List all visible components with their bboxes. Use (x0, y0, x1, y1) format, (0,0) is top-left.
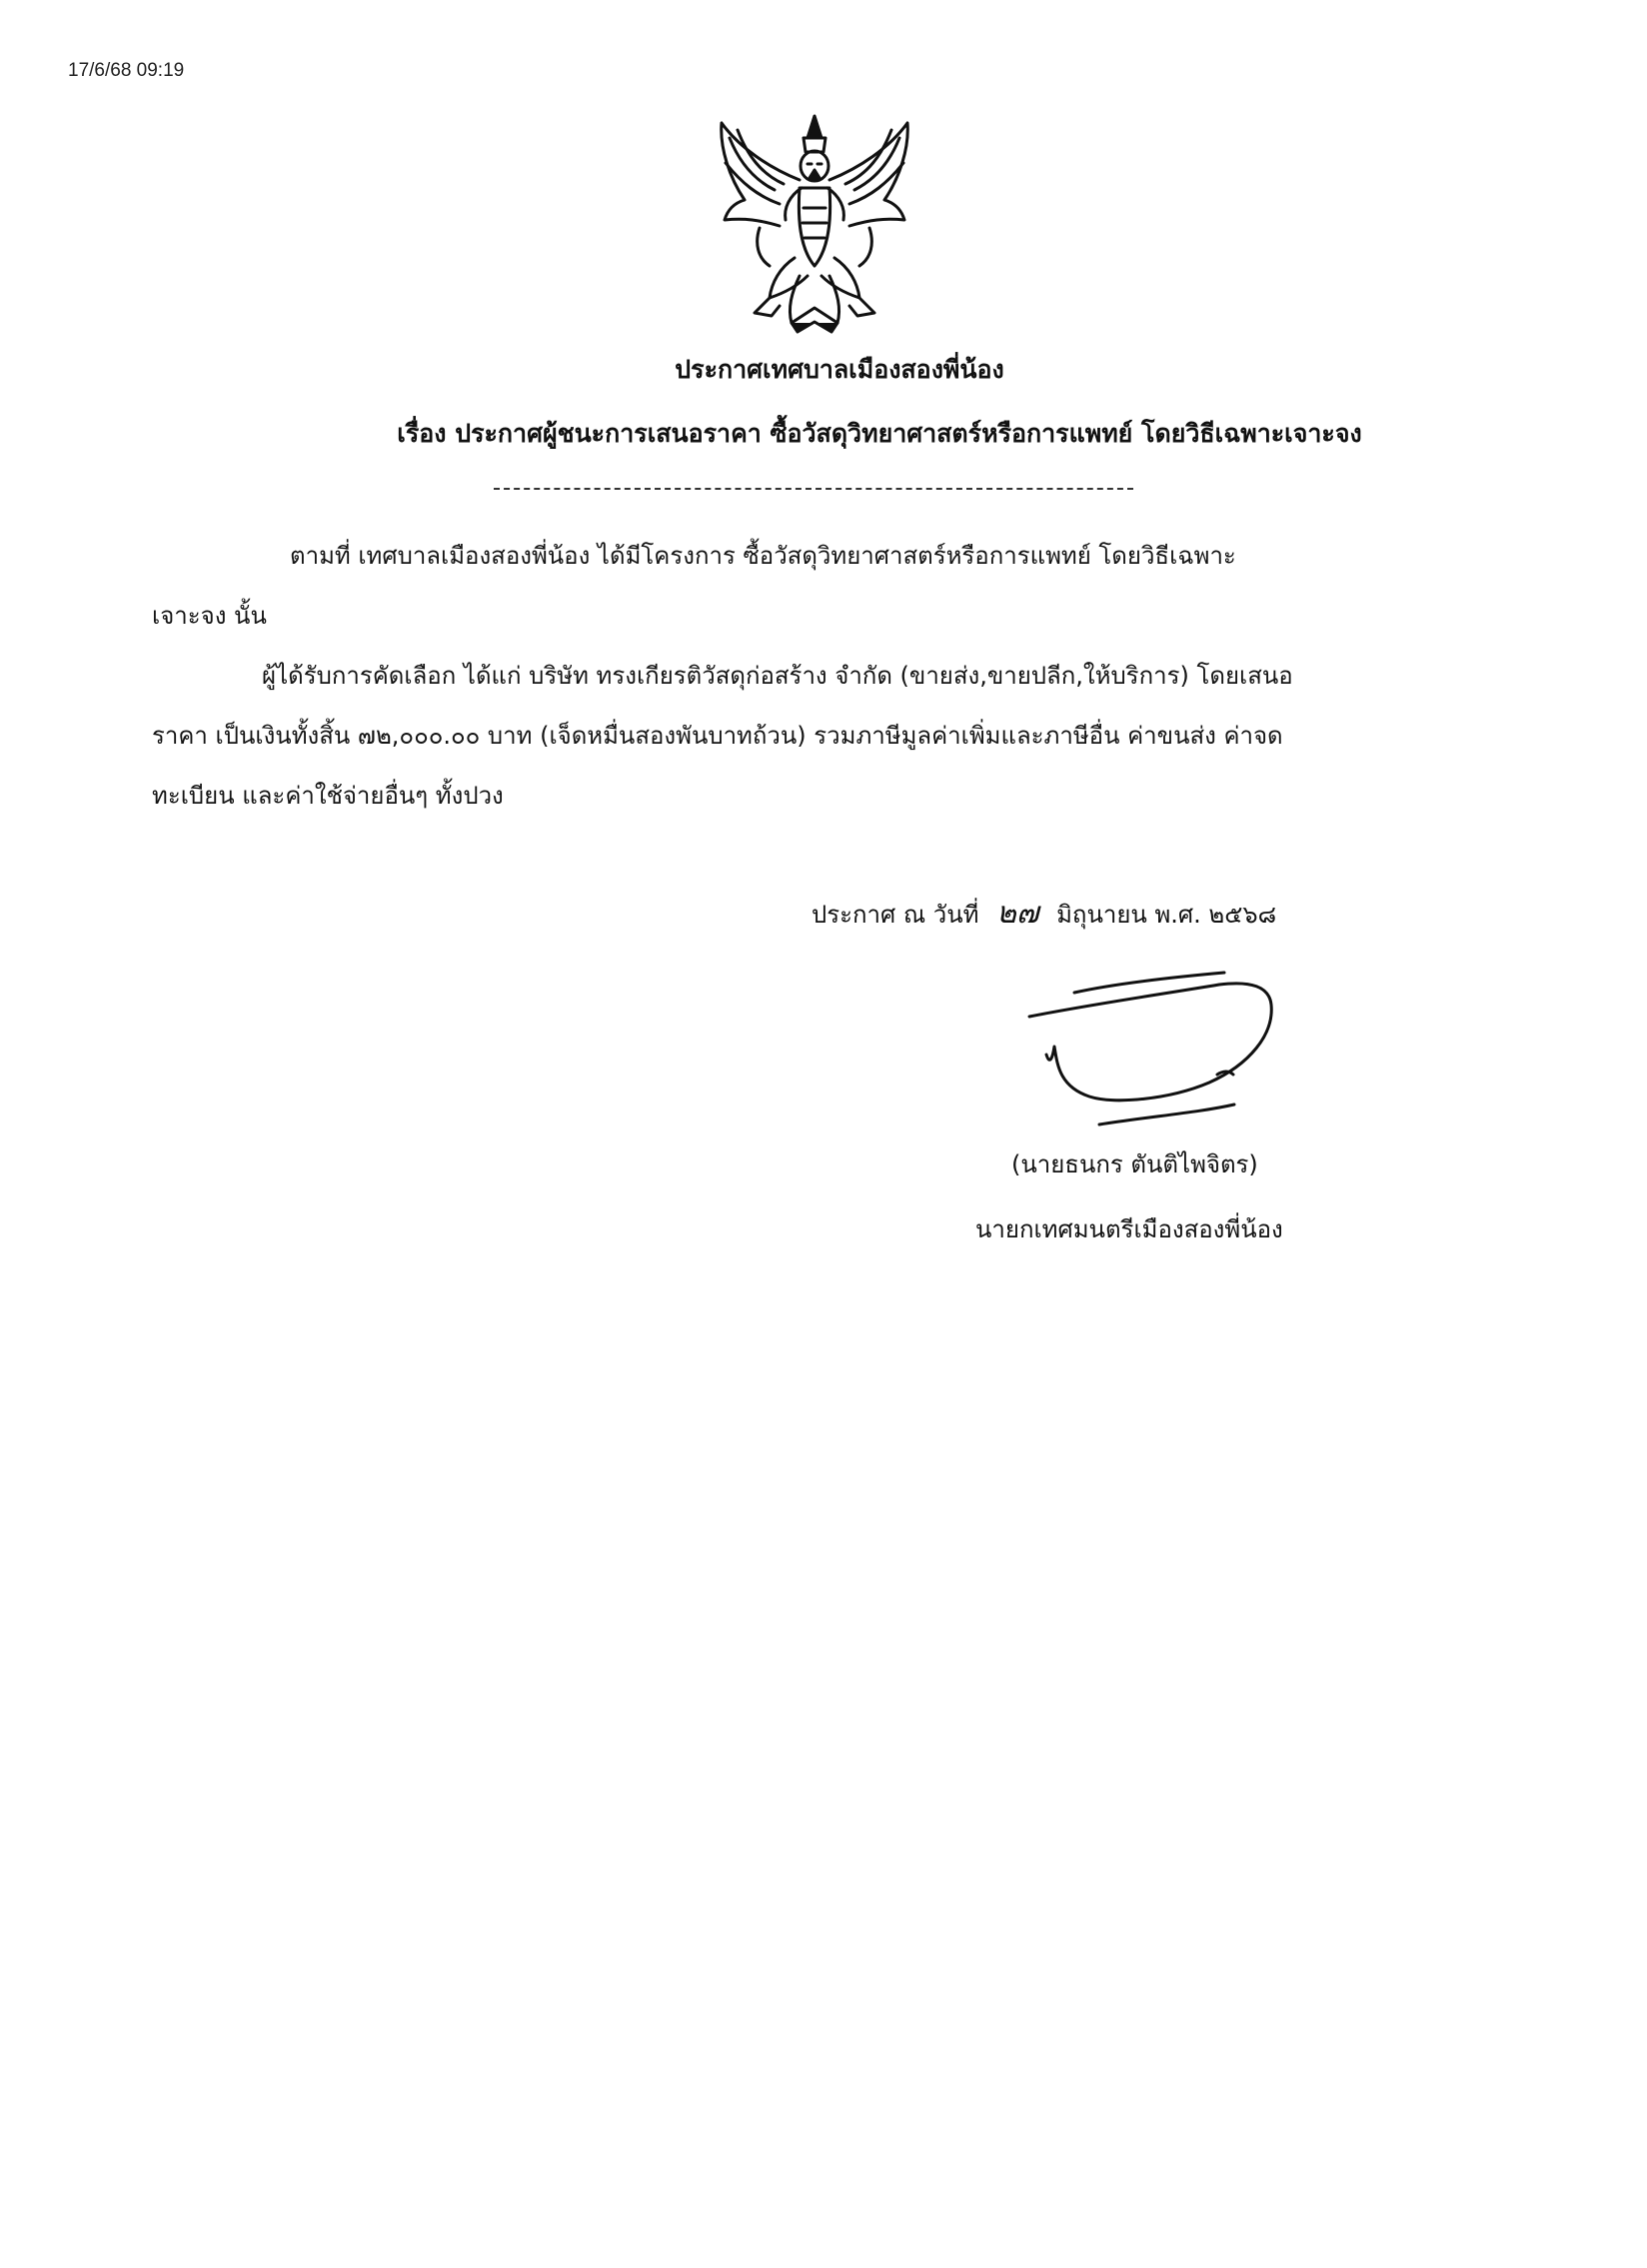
dashed-divider (494, 488, 1133, 490)
signer-name: (นายธนกร ตันติไพจิตร) (1011, 1150, 1258, 1178)
body-paragraph-2-line-3: ทะเบียน และค่าใช้จ่ายอื่นๆ ทั้งปวง (152, 782, 504, 810)
scan-timestamp: 17/6/68 09:19 (68, 60, 185, 81)
signature-icon (1019, 965, 1289, 1139)
announcement-subject: เรื่อง ประกาศผู้ชนะการเสนอราคา ซื้อวัสดุวิทยาศาสตร์หรือการแพทย์ โดยวิธีเฉพาะเจาะจง (397, 419, 1362, 448)
announcement-title: ประกาศเทศบาลเมืองสองพี่น้อง (675, 355, 1004, 384)
body-paragraph-2-line-1: ผู้ได้รับการคัดเลือก ได้แก่ บริษัท ทรงเกียรติวัสดุก่อสร้าง จำกัด (ขายส่ง,ขายปลีก,ให้บริการ) โดยเสนอ (262, 662, 1293, 690)
body-paragraph-1-line-1: ตามที่ เทศบาลเมืองสองพี่น้อง ได้มีโครงการ ซื้อวัสดุวิทยาศาสตร์หรือการแพทย์ โดยวิธีเฉพาะ (290, 542, 1236, 570)
announcement-date (812, 894, 1276, 935)
date-prefix: ประกาศ ณ วันที่ (812, 901, 979, 929)
signer-position: นายกเทศมนตรีเมืองสองพี่น้อง (975, 1215, 1283, 1243)
garuda-emblem-icon (700, 108, 929, 338)
body-paragraph-1-line-2: เจาะจง นั้น (152, 602, 267, 630)
body-paragraph-2-line-2: ราคา เป็นเงินทั้งสิ้น ๗๒,๐๐๐.๐๐ บาท (เจ็ดหมื่นสองพันบาทถ้วน) รวมภาษีมูลค่าเพิ่มและภาษีอื่น ค่าขนส่ง ค่าจด (152, 722, 1283, 750)
date-suffix: มิถุนายน พ.ศ. ๒๕๖๘ (1056, 901, 1277, 929)
date-day-handwritten: ๒๗ (996, 896, 1039, 931)
